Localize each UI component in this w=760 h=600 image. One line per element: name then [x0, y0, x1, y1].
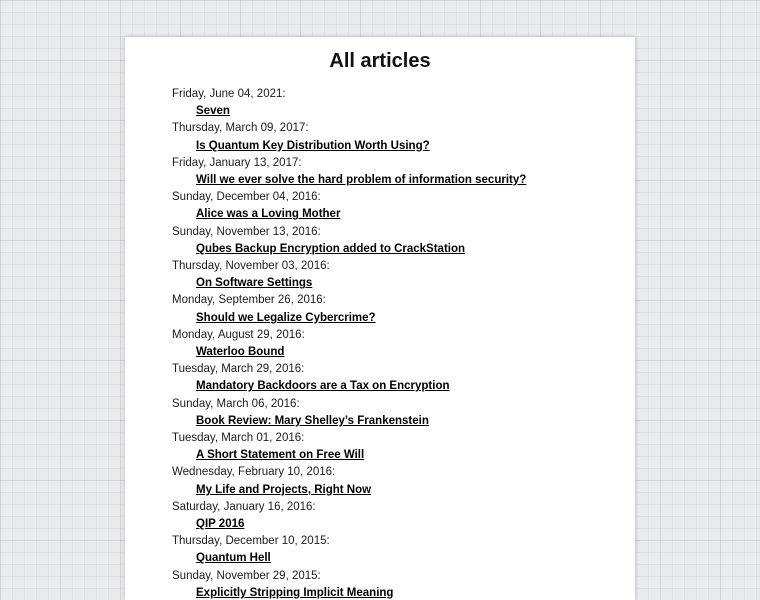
article-entry — [172, 155, 615, 189]
article-title-line — [172, 482, 615, 499]
article-link[interactable]: On Software Settings — [196, 277, 313, 290]
article-link[interactable]: Mandatory Backdoors are a Tax on Encryption — [196, 380, 450, 393]
page-title: All articles — [329, 50, 431, 72]
article-link[interactable]: QIP 2016 — [196, 518, 245, 531]
article-list — [125, 86, 635, 600]
article-title-line — [172, 378, 615, 395]
article-date: Monday, August 29, 2016: — [172, 328, 305, 341]
article-entry — [172, 258, 615, 292]
content-panel — [125, 37, 635, 600]
article-date: Sunday, March 06, 2016: — [172, 397, 300, 410]
article-title-line — [172, 585, 615, 600]
article-entry — [172, 430, 615, 464]
article-date: Monday, September 26, 2016: — [172, 294, 326, 307]
article-date: Tuesday, March 29, 2016: — [172, 363, 305, 376]
article-date: Sunday, December 04, 2016: — [172, 191, 321, 204]
article-title-line — [172, 310, 615, 327]
article-date: Sunday, November 29, 2015: — [172, 569, 321, 582]
article-link[interactable]: Explicitly Stripping Implicit Meaning — [196, 586, 394, 599]
article-title-line — [172, 138, 615, 155]
article-entry — [172, 189, 615, 223]
article-entry — [172, 86, 615, 120]
article-entry — [172, 533, 615, 567]
article-date: Friday, June 04, 2021: — [172, 88, 286, 100]
article-entry — [172, 396, 615, 430]
article-link[interactable]: Is Quantum Key Distribution Worth Using? — [196, 139, 430, 152]
article-link[interactable]: A Short Statement on Free Will — [196, 449, 365, 462]
article-date: Thursday, November 03, 2016: — [172, 260, 330, 273]
article-entry — [172, 327, 615, 361]
article-title-line — [172, 172, 615, 189]
article-title-line — [172, 103, 615, 120]
article-date: Wednesday, February 10, 2016: — [172, 466, 336, 479]
article-entry — [172, 224, 615, 258]
article-entry — [172, 120, 615, 154]
article-link[interactable]: Should we Legalize Cybercrime? — [196, 311, 376, 324]
article-link[interactable]: Waterloo Bound — [196, 346, 285, 359]
article-link[interactable]: Will we ever solve the hard problem of information security? — [196, 174, 527, 187]
article-link[interactable]: Seven — [196, 105, 230, 118]
article-date: Tuesday, March 01, 2016: — [172, 432, 305, 445]
article-date: Thursday, March 09, 2017: — [172, 122, 309, 135]
article-title-line — [172, 275, 615, 292]
article-date: Saturday, January 16, 2016: — [172, 500, 316, 513]
article-entry — [172, 361, 615, 395]
article-date: Sunday, November 13, 2016: — [172, 225, 321, 238]
article-date: Thursday, December 10, 2015: — [172, 535, 330, 548]
article-entry — [172, 499, 615, 533]
article-entry — [172, 292, 615, 326]
article-title-line — [172, 344, 615, 361]
article-title-line — [172, 413, 615, 430]
article-link[interactable]: My Life and Projects, Right Now — [196, 483, 372, 496]
article-title-line — [172, 550, 615, 567]
article-title-line — [172, 206, 615, 223]
article-link[interactable]: Quantum Hell — [196, 552, 271, 565]
article-link[interactable]: Alice was a Loving Mother — [196, 208, 341, 221]
article-title-line — [172, 241, 615, 258]
article-link[interactable]: Qubes Backup Encryption added to CrackStation — [196, 242, 466, 255]
article-link[interactable]: Book Review: Mary Shelley’s Frankenstein — [196, 414, 429, 427]
article-title-line — [172, 516, 615, 533]
article-entry — [172, 568, 615, 600]
article-title-line — [172, 447, 615, 464]
article-date: Friday, January 13, 2017: — [172, 156, 302, 169]
article-entry — [172, 464, 615, 498]
